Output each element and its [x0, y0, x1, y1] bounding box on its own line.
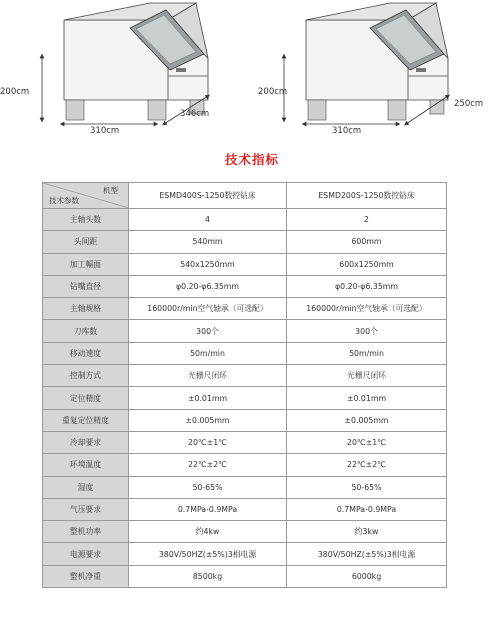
height-dimension-label: 200cm	[258, 87, 288, 97]
spec-value-esmd400s: 0.7MPa-0.9MPa	[129, 498, 287, 520]
model-header-esmd200s: ESMD200S-1250数控钻床	[287, 183, 447, 209]
spec-row	[43, 275, 447, 297]
spec-param-label: 整机净重	[43, 565, 129, 587]
machine-drawing-esmd200s	[258, 0, 504, 142]
spec-param-label: 环境温度	[43, 454, 129, 476]
spec-value-esmd200s: 380V/50HZ(±5%)3相电源	[287, 543, 447, 565]
spec-row	[43, 565, 447, 587]
spec-param-label: 定位精度	[43, 387, 129, 409]
spec-value-esmd200s: ±0.01mm	[287, 387, 447, 409]
spec-value-esmd400s: ±0.005mm	[129, 409, 287, 431]
machine-outline-2	[258, 0, 504, 142]
spec-row	[43, 253, 447, 275]
spec-value-esmd200s: 22℃±2℃	[287, 454, 447, 476]
spec-row	[43, 409, 447, 431]
spec-value-esmd400s: 540mm	[129, 231, 287, 253]
spec-row	[43, 498, 447, 520]
spec-row	[43, 320, 447, 342]
spec-param-label: 主轴规格	[43, 298, 129, 320]
spec-param-label: 湿度	[43, 476, 129, 498]
spec-value-esmd400s: 4	[129, 209, 287, 231]
width-dimension-label: 310cm	[332, 126, 362, 136]
spec-value-esmd400s: φ0.20-φ6.35mm	[129, 275, 287, 297]
spec-param-label: 钻嘴直径	[43, 275, 129, 297]
spec-param-label: 整机功率	[43, 521, 129, 543]
corner-param-label: 技术参数	[49, 196, 79, 205]
spec-value-esmd400s: 380V/50HZ(±5%)3相电源	[129, 543, 287, 565]
spec-row	[43, 454, 447, 476]
spec-value-esmd200s: 600x1250mm	[287, 253, 447, 275]
header-corner-cell	[43, 183, 129, 209]
spec-param-label: 加工幅面	[43, 253, 129, 275]
spec-value-esmd200s: 6000kg	[287, 565, 447, 587]
spec-row	[43, 231, 447, 253]
spec-value-esmd200s: 约3kw	[287, 521, 447, 543]
spec-value-esmd200s: 2	[287, 209, 447, 231]
spec-param-label: 重复定位精度	[43, 409, 129, 431]
spec-value-esmd200s: 160000r/min空气轴承（可选配）	[287, 298, 447, 320]
spec-row	[43, 342, 447, 364]
spec-table	[42, 182, 447, 588]
spec-value-esmd400s: 20℃±1℃	[129, 431, 287, 453]
spec-value-esmd200s: 光栅尺闭环	[287, 365, 447, 387]
spec-value-esmd400s: 540x1250mm	[129, 253, 287, 275]
spec-param-label: 主轴头数	[43, 209, 129, 231]
machine-drawing-esmd400s	[0, 0, 250, 142]
spec-row	[43, 298, 447, 320]
spec-value-esmd400s: ±0.01mm	[129, 387, 287, 409]
spec-row	[43, 365, 447, 387]
spec-param-label: 电源要求	[43, 543, 129, 565]
spec-value-esmd200s: 300个	[287, 320, 447, 342]
spec-param-label: 冷却要求	[43, 431, 129, 453]
spec-param-label: 控制方式	[43, 365, 129, 387]
spec-row	[43, 431, 447, 453]
depth-dimension-label: 250cm	[454, 99, 484, 109]
height-dimension-label: 200cm	[0, 87, 30, 97]
spec-header-row	[43, 183, 447, 209]
spec-value-esmd200s: 0.7MPa-0.9MPa	[287, 498, 447, 520]
spec-row	[43, 521, 447, 543]
machine-outline-1	[0, 0, 250, 142]
spec-row	[43, 209, 447, 231]
spec-value-esmd400s: 光栅尺闭环	[129, 365, 287, 387]
spec-param-label: 头间距	[43, 231, 129, 253]
spec-value-esmd200s: φ0.20-φ6.35mm	[287, 275, 447, 297]
spec-row	[43, 387, 447, 409]
corner-model-label: 机型	[103, 186, 118, 195]
width-dimension-label: 310cm	[90, 126, 120, 136]
spec-value-esmd200s: 20℃±1℃	[287, 431, 447, 453]
spec-value-esmd200s: ±0.005mm	[287, 409, 447, 431]
spec-title: 技术指标	[224, 152, 279, 167]
model-header-esmd400s: ESMD400S-1250数控钻床	[129, 183, 287, 209]
spec-value-esmd400s: 300个	[129, 320, 287, 342]
spec-value-esmd400s: 8500kg	[129, 565, 287, 587]
spec-value-esmd200s: 50-65%	[287, 476, 447, 498]
spec-value-esmd400s: 约4kw	[129, 521, 287, 543]
spec-row	[43, 476, 447, 498]
spec-value-esmd400s: 50-65%	[129, 476, 287, 498]
spec-value-esmd200s: 50m/min	[287, 342, 447, 364]
spec-param-label: 刀库数	[43, 320, 129, 342]
spec-param-label: 移动速度	[43, 342, 129, 364]
spec-value-esmd400s: 160000r/min空气轴承（可选配）	[129, 298, 287, 320]
depth-dimension-label: 346cm	[180, 109, 210, 119]
spec-value-esmd200s: 600mm	[287, 231, 447, 253]
spec-param-label: 气压要求	[43, 498, 129, 520]
spec-row	[43, 543, 447, 565]
spec-value-esmd400s: 22℃±2℃	[129, 454, 287, 476]
spec-value-esmd400s: 50m/min	[129, 342, 287, 364]
